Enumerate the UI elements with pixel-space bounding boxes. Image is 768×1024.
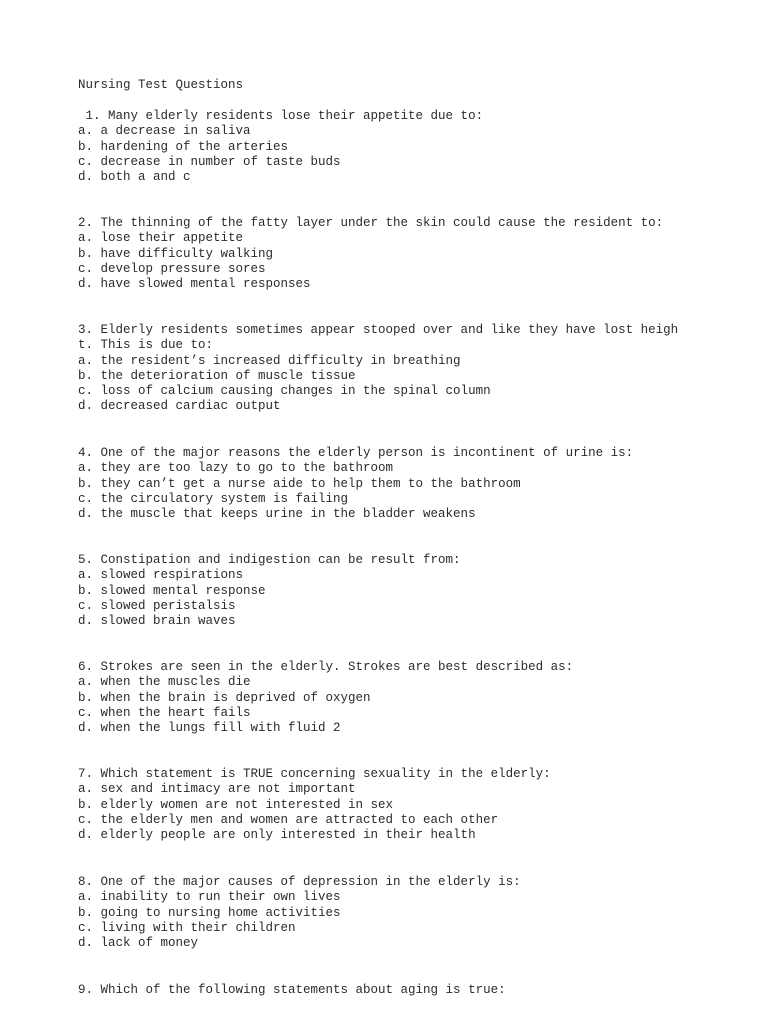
answer-option-c: c. decrease in number of taste buds	[78, 154, 341, 169]
question-stem: 7. Which statement is TRUE concerning sexuality in the elderly:	[78, 767, 551, 781]
question-stem: 5. Constipation and indigestion can be result from:	[78, 553, 461, 567]
answer-option-a: a. sex and intimacy are not important	[78, 782, 356, 797]
answer-option-d: d. have slowed mental responses	[78, 277, 311, 292]
question-6	[78, 660, 718, 736]
question-stem: 8. One of the major causes of depression in the elderly is:	[78, 875, 521, 889]
answer-option-a: a. a decrease in saliva	[78, 124, 251, 139]
answer-option-d: d. slowed brain waves	[78, 614, 236, 629]
question-stem: 2. The thinning of the fatty layer under the skin could cause the resident to:	[78, 216, 664, 230]
question-stem: 3. Elderly residents sometimes appear stooped over and like they have lost heigh t. This is due to:	[78, 323, 679, 353]
answer-option-c: c. the elderly men and women are attracted to each other	[78, 812, 499, 827]
answer-option-a: a. inability to run their own lives	[78, 890, 341, 905]
answer-option-b: b. they can’t get a nurse aide to help them to the bathroom	[78, 476, 521, 491]
answer-option-d: d. elderly people are only interested in their health	[78, 828, 476, 843]
answer-option-d: d. the muscle that keeps urine in the bladder weakens	[78, 507, 476, 522]
question-7	[78, 767, 718, 843]
question-stem: 6. Strokes are seen in the elderly. Strokes are best described as:	[78, 660, 574, 674]
answer-option-a: a. they are too lazy to go to the bathroom	[78, 461, 394, 476]
answer-option-c: c. the circulatory system is failing	[78, 491, 349, 506]
answer-option-d: d. decreased cardiac output	[78, 399, 281, 414]
question-1	[78, 109, 718, 185]
question-4	[78, 446, 718, 522]
answer-option-b: b. when the brain is deprived of oxygen	[78, 690, 371, 705]
answer-option-a: a. when the muscles die	[78, 675, 251, 690]
answer-option-b: b. going to nursing home activities	[78, 905, 341, 920]
question-3	[78, 323, 718, 415]
answer-option-c: c. when the heart fails	[78, 705, 251, 720]
answer-option-c: c. living with their children	[78, 920, 296, 935]
answer-option-b: b. slowed mental response	[78, 583, 266, 598]
document-title: Nursing Test Questions	[78, 78, 244, 92]
answer-option-a: a. the resident’s increased difficulty in breathing	[78, 353, 461, 368]
answer-option-c: c. develop pressure sores	[78, 261, 266, 276]
answer-option-d: d. lack of money	[78, 936, 199, 951]
question-9	[78, 983, 718, 998]
answer-option-a: a. slowed respirations	[78, 568, 244, 583]
question-5	[78, 553, 718, 629]
answer-option-c: c. slowed peristalsis	[78, 598, 236, 613]
question-stem: 9. Which of the following statements about aging is true:	[78, 983, 506, 997]
answer-option-b: b. hardening of the arteries	[78, 139, 289, 154]
answer-option-d: d. both a and c	[78, 170, 191, 185]
question-stem: 4. One of the major reasons the elderly person is incontinent of urine is:	[78, 446, 634, 460]
answer-option-a: a. lose their appetite	[78, 231, 244, 246]
answer-option-b: b. elderly women are not interested in sex	[78, 797, 394, 812]
answer-option-b: b. have difficulty walking	[78, 246, 274, 261]
question-8	[78, 875, 718, 951]
answer-option-d: d. when the lungs fill with fluid 2	[78, 721, 341, 736]
question-2	[78, 216, 718, 292]
answer-option-b: b. the deterioration of muscle tissue	[78, 368, 356, 383]
answer-option-c: c. loss of calcium causing changes in the spinal column	[78, 384, 491, 399]
question-stem: 1. Many elderly residents lose their appetite due to:	[78, 109, 484, 123]
